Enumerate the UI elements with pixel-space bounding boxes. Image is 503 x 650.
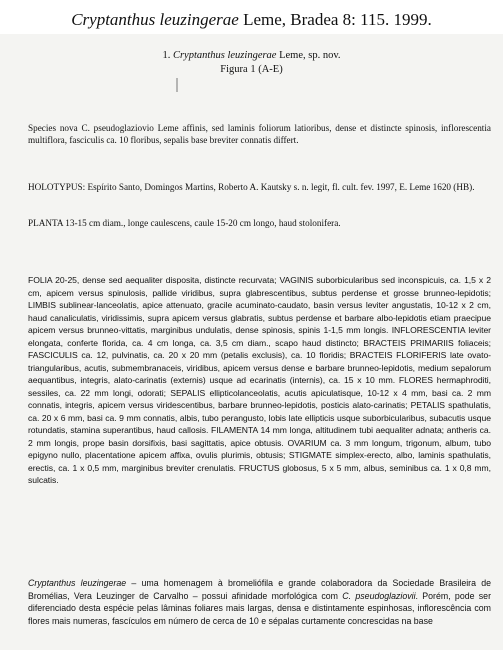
description-paragraph: FOLIA 20-25, dense sed aequaliter disposita, distincte recurvata; VAGINIS suborbicularibus sed inconspicuis, ca. 1,5 x 2 cm, apicem versus spinulosis, pallide viridibus, supra glabrescentibus, subtus perdense et grosse brunneo-lepidotis; LIMBIS sublinear-lanceolatis, apice attenuato, gracile acuminato-caudato, basin versus leviter angustatis, 10-12 x 2 cm, haud canaliculatis, viridissimis, supra apicem versus glabratis, subtus perdense et barbare albo-lepidotis etiam praecipue apicem versus brunneo-vittatis, marginibus undulatis, dense spinosis, spinis 1-1,5 mm longis. INFLORESCENTIA leviter elongata, conferte florida, ca. 4 cm longa, ca. 3,5 cm diam., scapo haud distincto; BRACTEIS PRIMARIIS foliaceis; FASCICULIS ca. 12, pulvinatis, ca. 20 x 20 mm (petalis exclusis), ca. 10 floridis; BRACTEIS FLORIFERIS late ovato-triangularibus, acutis, submembranaceis, viridibus, apicem versus dense e barbare brunneo-lepidotis, medium sepalorum aequantibus, integris, alato-carinatis (externis) usque ad ecarinatis (internis), ca. 15 x 10 mm. FLORES hermaphroditi, sessiles, ca. 22 mm longi, odorati; SEPALIS ellipticolanceolatis, acutis apiculatisque, 10-12 x 4 mm, basi ca. 2 mm connatis, integris, apicem versus viridescentibus, barbare brunneo-lepidotis, posticis alato-carinatis; PETALIS spathulatis, ca. 20 x 6 mm, basi ca. 9 mm connatis, albis, tubo perangusto, lobis late ellipticis usque suborbicularibus, subacutis usque rotundatis, stamina superantibus, haud callosis. FILAMENTA 14 mm longa, altitudinem tubi aequaliter adnata; antheris ca. 2 mm longis, prope basin dorsifixis, basi sagittatis, apice obtusis. OVARIUM ca. 3 mm longum, trigonum, album, tubo epigyno nullo, placentatione apicem affixa, ovulis plurimis, obtusis; STIGMATE simplex-erecto, albo, laminis spathulatis, erectis, ca. 1 x 0,5 mm, marginibus breviter crenulatis. FRUCTUS globosus, 5 x 5 mm, albus, seminibus ca. 1 x 0,8 mm, sulcatis. [28,275,491,485]
holotypus-paragraph: HOLOTYPUS: Espírito Santo, Domingos Martins, Roberto A. Kautsky s. n. legit, fl. cult. fev. 1997, E. Leme 1620 (HB). [28,182,475,192]
figure-label: Figura 1 (A-E) [220,64,283,75]
diagnosis-paragraph: Species nova C. pseudoglaziovio Leme affinis, sed laminis foliorum latioribus, dense et distincte spinosis, inflorescentia multiflora, fasciculis ca. 10 floribus, sepalis base breviter connatis differt. [28,123,491,146]
etymology-paragraph [28,577,491,627]
comment-lead: Cryptanthus leuzingerae [28,578,127,588]
species-heading [0,50,503,61]
header-citation: Leme, Bradea 8: 115. 1999. [238,10,432,29]
heading-species: Cryptanthus leuzingerae [172,50,277,61]
comment-tail: . Porém, pode ser diferenciado desta espécie pelas lâminas foliares mais largas, densa e distintamente espinhosas, inflorescência com flores mais numeras, fascículos em número de cerca de 10 e sépalas curtamente concrescidas na base [28,590,492,626]
heading-rest: Leme, sp. nov. [276,50,341,61]
scan-mark [176,78,178,92]
planta-paragraph: PLANTA 13-15 cm diam., longe caulescens, caule 15-20 cm longo, haud stolonifera. [28,218,341,228]
header-species: Cryptanthus leuzingerae [71,10,239,29]
comment-body: – uma homenagem à bromeliófila e grande colaboradora da Sociedade Brasileira de Bromélias, Vera Leuzinger de Carvalho – possui afinidade morfológica com [28,578,491,601]
comment-species: C. pseudoglaziovii [342,590,416,601]
scanned-page [0,34,503,650]
heading-number: 1. [162,50,173,61]
citation-header [0,10,503,30]
